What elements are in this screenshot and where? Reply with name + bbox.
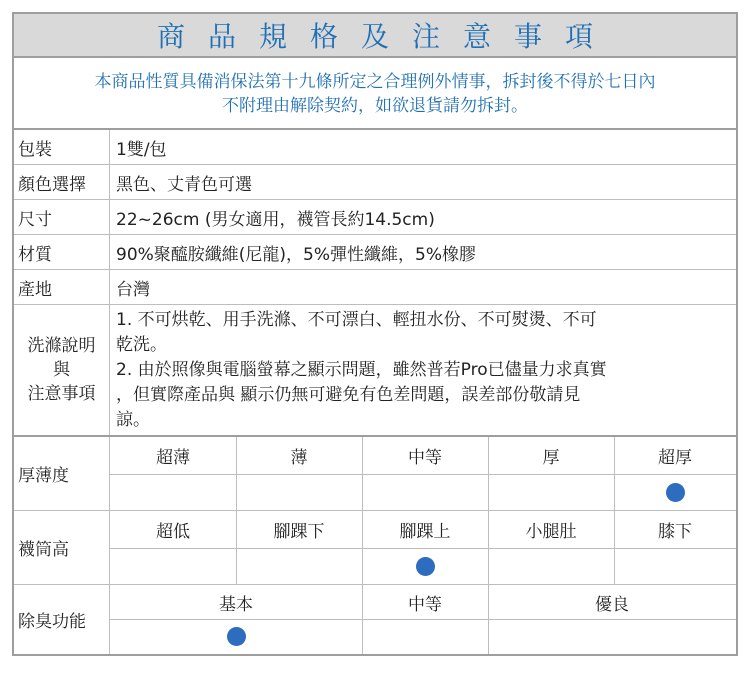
wash-care-text <box>110 305 736 435</box>
thickness-mark-cell <box>362 474 488 511</box>
spec-value: 黑色、丈青色可選 <box>116 174 252 195</box>
thickness-option: 超薄 <box>156 448 190 468</box>
selected-dot-icon <box>416 557 435 576</box>
deodorant-mark-cell <box>362 619 488 654</box>
thickness-mark-cell <box>614 474 736 511</box>
cuff-height-mark-cell <box>236 548 362 585</box>
thickness-mark-cell <box>236 474 362 511</box>
wash-care-row <box>14 305 736 437</box>
wash-line: ，但實際產品與 顯示仍無可避免有色差問題，誤差部份敬請見 <box>116 384 581 405</box>
cuff-height-section <box>14 511 736 585</box>
cuff-height-option: 腳踝下 <box>273 522 325 542</box>
selected-dot-icon <box>227 627 246 646</box>
cuff-height-option: 腳踝上 <box>399 522 451 542</box>
deodorant-mark-cell <box>488 619 736 654</box>
spec-value: 22~26cm (男女適用，襪管長約14.5cm) <box>116 209 435 230</box>
selected-dot-icon <box>666 483 685 502</box>
notice-line-2: 不附理由解除契約，如欲退貨請勿拆封。 <box>222 96 528 116</box>
spec-label: 顏色選擇 <box>14 165 110 199</box>
spec-label: 產地 <box>14 270 110 304</box>
spec-label: 尺寸 <box>14 200 110 234</box>
wash-care-label <box>14 305 110 435</box>
thickness-mark-cell <box>110 474 236 511</box>
wash-line: 諒。 <box>116 409 150 430</box>
cuff-height-option: 超低 <box>156 522 190 542</box>
spec-label: 材質 <box>14 235 110 269</box>
cuff-height-mark-cell <box>110 548 236 585</box>
thickness-section <box>14 437 736 511</box>
thickness-option: 中等 <box>408 448 442 468</box>
wash-line: 乾洗。 <box>116 334 167 355</box>
page-title: 商品規格及注意事項 <box>14 14 736 58</box>
spec-row-size <box>14 200 736 235</box>
wash-label-line: 注意事項 <box>27 384 96 404</box>
thickness-mark-cell <box>488 474 614 511</box>
wash-label-line: 與 <box>53 360 70 380</box>
cuff-height-option: 小腿肚 <box>525 522 577 542</box>
thickness-option: 厚 <box>542 448 560 468</box>
deodorant-mark-cell <box>110 619 362 654</box>
spec-value: 1雙/包 <box>116 139 167 160</box>
cuff-height-mark-cell <box>362 548 488 585</box>
notice-line-1: 本商品性質具備消保法第十九條所定之合理例外情事，拆封後不得於七日內 <box>94 72 656 92</box>
deodorant-option: 基本 <box>219 594 253 615</box>
spec-row-material <box>14 235 736 270</box>
spec-label: 包裝 <box>14 130 110 164</box>
thickness-option: 薄 <box>290 448 308 468</box>
spec-value: 台灣 <box>116 279 150 300</box>
deodorant-option: 中等 <box>408 594 442 615</box>
deodorant-label: 除臭功能 <box>14 585 110 654</box>
spec-row-packaging <box>14 130 736 165</box>
spec-sheet <box>12 12 738 656</box>
spec-row-origin <box>14 270 736 305</box>
thickness-label: 厚薄度 <box>14 437 110 510</box>
cuff-height-mark-cell <box>614 548 736 585</box>
return-notice <box>14 60 736 130</box>
thickness-option: 超厚 <box>658 448 692 468</box>
cuff-height-mark-cell <box>488 548 614 585</box>
deodorant-section <box>14 585 736 654</box>
spec-value: 90%聚醯胺纖維(尼龍)，5%彈性纖維，5%橡膠 <box>116 244 476 265</box>
spec-row-color <box>14 165 736 200</box>
wash-line: 2. 由於照像與電腦螢幕之顯示問題，雖然普若Pro已儘量力求真實 <box>116 359 607 380</box>
wash-label-line: 洗滌說明 <box>27 336 96 356</box>
wash-line: 1. 不可烘乾、用手洗滌、不可漂白、輕扭水份、不可熨燙、不可 <box>116 309 597 330</box>
cuff-height-option: 膝下 <box>658 522 692 542</box>
deodorant-option: 優良 <box>595 594 629 615</box>
cuff-height-label: 襪筒高 <box>14 511 110 584</box>
